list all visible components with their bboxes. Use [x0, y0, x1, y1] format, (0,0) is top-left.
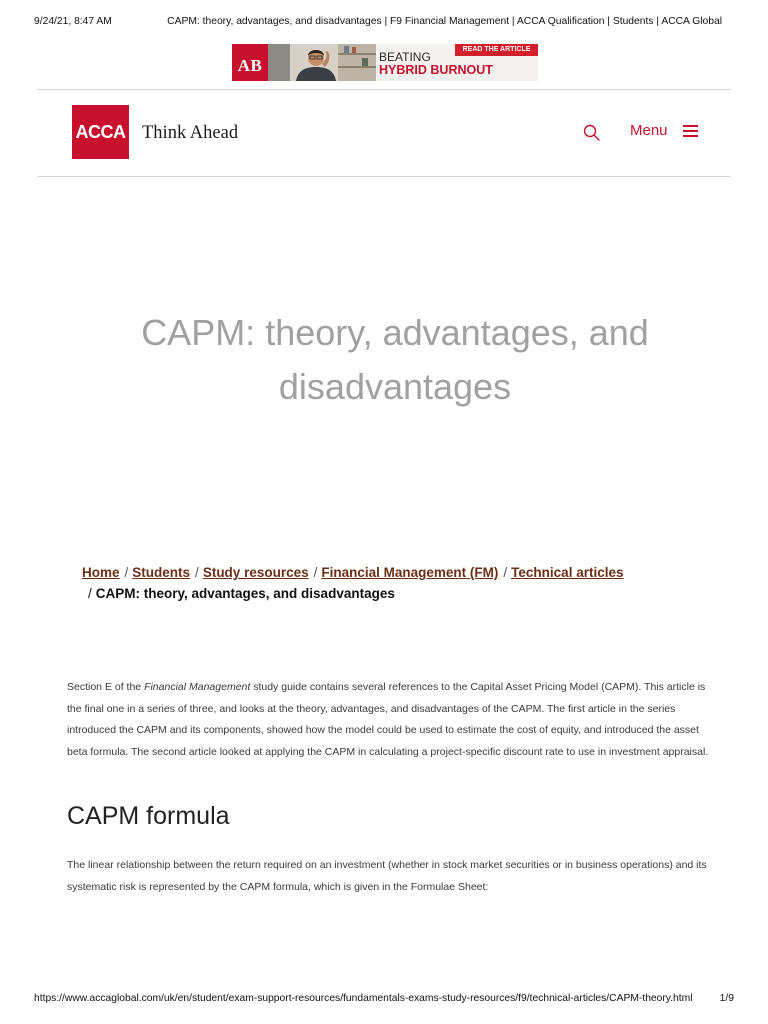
intro-paragraph [67, 677, 721, 763]
print-page-number: 1/9 [719, 993, 734, 1004]
intro-emphasis: Financial Management [144, 681, 251, 693]
tagline: Think Ahead [142, 123, 239, 143]
breadcrumb-link-study-resources[interactable]: Study resources [202, 565, 309, 580]
breadcrumb-item-technical-articles [498, 562, 623, 583]
ad-banner[interactable] [232, 44, 538, 81]
page-title: CAPM: theory, advantages, and disadvantages [141, 312, 649, 407]
header-bottom-divider [37, 176, 731, 177]
ad-logo-text: AB [237, 56, 263, 75]
breadcrumb-item-current [82, 583, 395, 604]
breadcrumb [82, 562, 642, 604]
breadcrumb-item-students [120, 562, 191, 583]
section-heading: CAPM formula [67, 802, 230, 830]
breadcrumb-separator: / [124, 565, 129, 580]
print-datetime: 9/24/21, 8:47 AM [34, 16, 112, 27]
breadcrumb-item-financial-management [309, 562, 499, 583]
intro-text-start: Section E of the [67, 681, 145, 693]
breadcrumb-link-students[interactable]: Students [132, 565, 191, 580]
search-icon [582, 123, 601, 142]
breadcrumb-separator: / [313, 565, 318, 580]
acca-logo[interactable]: ACCA [72, 105, 129, 159]
breadcrumb-link-financial-management[interactable]: Financial Management (FM) [321, 565, 499, 580]
print-url: https://www.accaglobal.com/uk/en/student/exam-support-resources/fundamentals-exams-study-resources/f9/technical-articles/CAPM-theory.html [34, 993, 693, 1004]
search-button[interactable] [582, 123, 601, 142]
ad-headline-line-1: BEATING [379, 50, 431, 64]
header-top-divider [37, 89, 731, 90]
menu-button[interactable] [630, 121, 698, 141]
breadcrumb-separator: / [88, 586, 92, 601]
ad-photo [268, 44, 376, 81]
breadcrumb-separator: / [503, 565, 508, 580]
ad-read-article-button[interactable]: READ THE ARTICLE [455, 44, 538, 56]
hamburger-icon [683, 125, 698, 137]
breadcrumb-separator: / [195, 565, 199, 580]
breadcrumb-current-page: CAPM: theory, advantages, and disadvantages [95, 586, 395, 601]
breadcrumb-link-home[interactable]: Home [82, 565, 120, 580]
breadcrumb-item-home [82, 562, 120, 583]
article-body [67, 677, 721, 898]
intro-text-end: study guide contains several references to the Capital Asset Pricing Model (CAPM). This article is the final one in a series of three, and looks at the theory, advantages, and disadvantages of the CAPM. The first article in the series introduced the CAPM and its components, showed how the model could be used to estimate the cost of equity, and introduced the asset beta formula. The second article looked at applying the CAPM in calculating a project-specific discount rate to use in investment appraisal. [67, 681, 709, 758]
breadcrumb-link-technical-articles[interactable]: Technical articles [511, 565, 624, 580]
formula-paragraph: The linear relationship between the return required on an investment (whether in stock market securities or in business operations) and its systematic risk is represented by the CAPM formula, which is given in the Formulae Sheet: [67, 859, 707, 893]
ad-logo [232, 44, 268, 81]
menu-label: Menu [630, 122, 668, 139]
print-document-title: CAPM: theory, advantages, and disadvantages | F9 Financial Management | ACCA Qualification | Students | ACCA Global [167, 16, 722, 27]
breadcrumb-item-study-resources [190, 562, 309, 583]
ad-headline-line-2: HYBRID BURNOUT [379, 63, 493, 77]
